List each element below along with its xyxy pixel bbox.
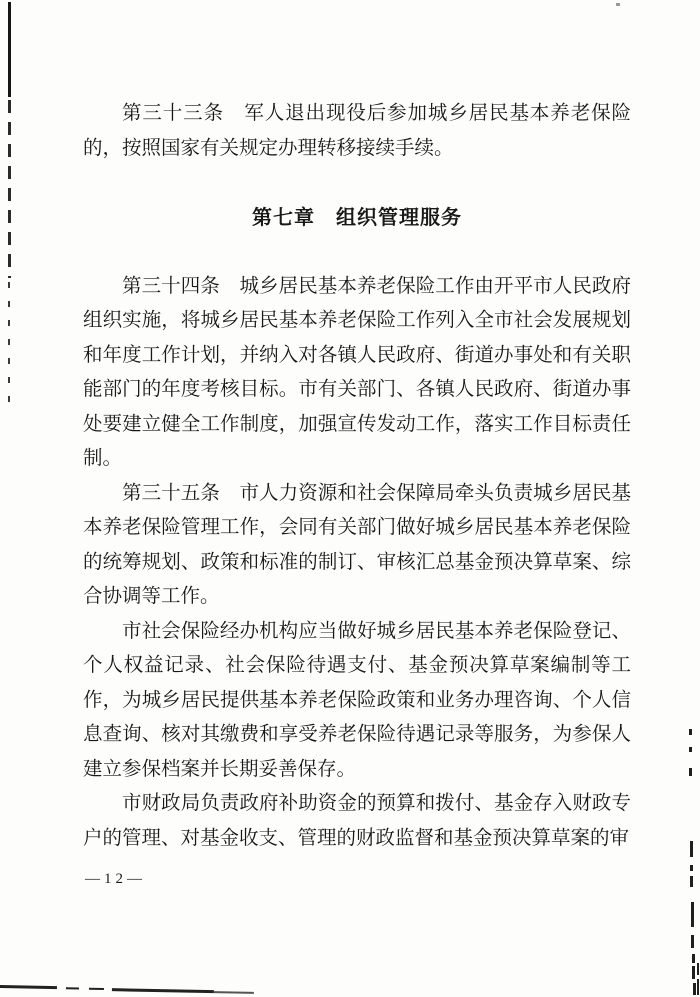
scan-artifact-top-speck xyxy=(616,3,620,6)
scan-artifact-bottom-line-seg xyxy=(112,988,214,992)
scan-artifact-left-line-dots xyxy=(8,282,10,406)
scan-artifact-bottom-line-seg xyxy=(89,987,104,989)
scan-artifact-bottom-line-seg xyxy=(0,985,57,989)
scan-artifact-bottom-line-seg xyxy=(66,987,79,989)
scan-artifact-right-dash xyxy=(690,841,693,857)
scan-artifact-right-speck xyxy=(690,865,693,871)
article-35-paragraph: 第三十五条 市人力资源和社会保障局牵头负责城乡居民基本养老保险管理工作，会同有关部门做好城乡居民基本养老保险的统筹规划、政策和标准的制订、审核汇总基金预决算草案、综合协调等工作。 xyxy=(83,482,631,607)
scan-artifact-left-line-solid xyxy=(8,2,11,97)
scan-artifact-bottom-line xyxy=(0,985,260,997)
scan-artifact-left-line-dashes xyxy=(8,100,11,278)
scan-artifact-right-dash xyxy=(691,935,694,948)
finance-bureau-paragraph: 市财政局负责政府补助资金的预算和拨付、基金存入财政专户的管理、对基金收支、管理的财政监督和基金预决算草案的审 xyxy=(83,793,631,849)
scan-artifact-right-dash xyxy=(692,966,695,979)
scan-artifact-right-speck xyxy=(689,768,692,776)
scan-artifact-right-edge-dash xyxy=(697,963,699,975)
scan-artifact-bottom-line-seg xyxy=(214,991,254,994)
scan-artifact-right-speck xyxy=(689,729,692,735)
chapter-heading: 第七章 组织管理服务 xyxy=(252,206,462,229)
document-body xyxy=(83,97,631,856)
article-34-paragraph: 第三十四条 城乡居民基本养老保险工作由开平市人民政府组织实施，将城乡居民基本养老保险工作列入全市社会发展规划和年度工作计划，并纳入对各镇人民政府、街道办事处和有关职能部门的年度考核目标。市有关部门、各镇人民政府、街道办事处要建立健全工作制度，加强宣传发动工作，落实工作目标责任制。 xyxy=(83,275,631,469)
scan-artifact-right-dash xyxy=(693,983,696,995)
scan-artifact-right-edge-dash xyxy=(697,979,699,995)
social-insurance-agency-paragraph: 市社会保险经办机构应当做好城乡居民基本养老保险登记、个人权益记录、社会保险待遇支付、基金预决算草案编制等工作，为城乡居民提供基本养老保险政策和业务办理咨询、个人信息查询、核对其缴费和享受养老保险待遇记录等服务，为参保人建立参保档案并长期妥善保存。 xyxy=(83,620,631,780)
scan-artifact-right-speck xyxy=(692,954,695,963)
scan-artifact-right-dash xyxy=(690,876,693,887)
page-number: —12— xyxy=(85,871,146,887)
article-33-paragraph: 第三十三条 军人退出现役后参加城乡居民基本养老保险的，按照国家有关规定办理转移接续手续。 xyxy=(83,103,631,159)
scan-artifact-right-dash xyxy=(691,902,694,927)
scan-artifact-right-speck xyxy=(689,747,692,752)
